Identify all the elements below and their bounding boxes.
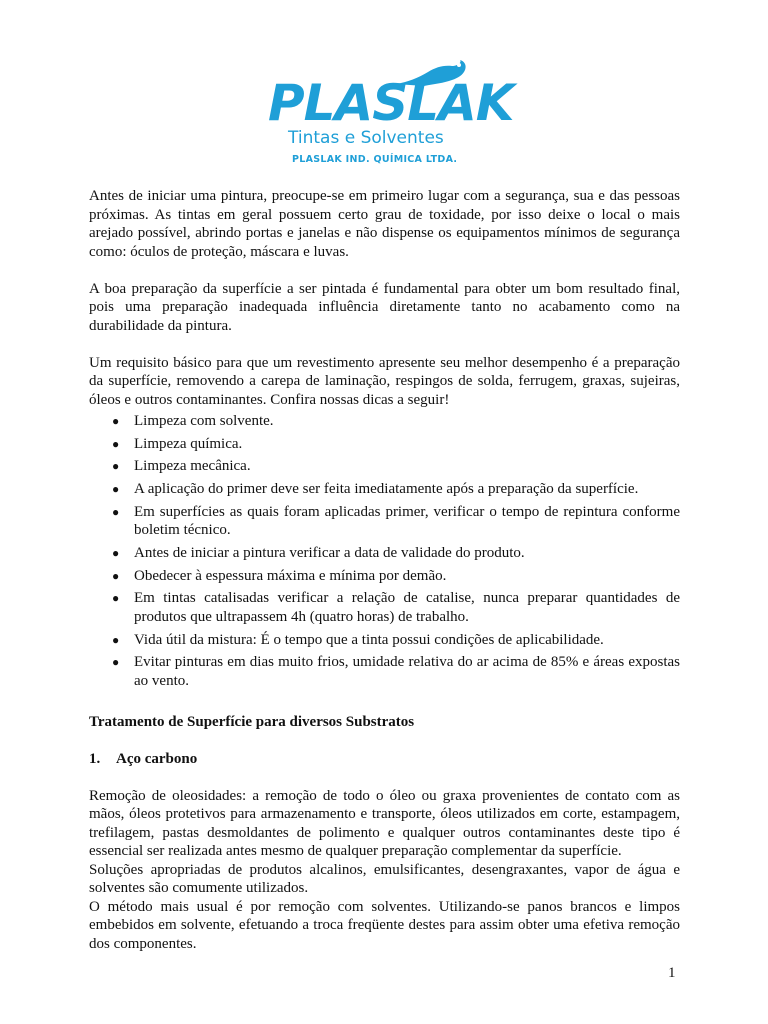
bullet-icon: ● — [112, 568, 120, 583]
list-item: ● Limpeza química. — [112, 435, 243, 452]
list-item: ● Antes de iniciar a pintura verificar a data de validade do produto. — [112, 544, 525, 561]
paragraph-oil-removal: Remoção de oleosidades: a remoção de todo o óleo ou graxa provenientes de contato com as mãos, óleos protetivos para armazenamento e transporte, óleos utilizados em corte, estampagem, trefilagem, pastas desmoldantes de polimento e qualquer outros contaminantes deste tipo é essencial ser realizada antes mesmo de qualquer preparação complementar da superfície. — [89, 787, 680, 860]
paragraph-safety: Antes de iniciar uma pintura, preocupe-se em primeiro lugar com a segurança, sua e das pessoas próximas. As tintas em geral possuem certo grau de toxidade, por isso deixe o local o mais arejado possível, abrindo portas e janelas e não dispense os equipamentos mínimos de segurança como: óculos de proteção, máscara e luvas. — [89, 188, 680, 260]
subsection-number: 1. — [89, 750, 101, 767]
subsection-title: Aço carbono — [116, 750, 198, 767]
list-item: ● Limpeza com solvente. — [112, 413, 274, 429]
subsection-heading — [89, 750, 680, 769]
logo-tagline: Tintas e Solventes — [288, 128, 444, 148]
bullet-icon: ● — [112, 459, 120, 474]
bullet-icon: ● — [112, 591, 120, 606]
bullet-icon: ● — [112, 504, 120, 519]
bullet-icon: ● — [112, 414, 120, 428]
section-heading: Tratamento de Superfície para diversos Substratos — [89, 713, 415, 730]
list-item: ● Limpeza mecânica. — [112, 458, 251, 475]
bullet-icon: ● — [112, 436, 120, 451]
paragraph-requirement: Um requisito básico para que um revestimento apresente seu melhor desempenho é a preparação da superfície, removendo a carepa de laminação, respingos de solda, ferrugem, graxas, sujeiras, óleos e outros contaminantes. Confira nossas dicas a seguir! — [89, 354, 680, 408]
plaslak-logo — [268, 56, 514, 166]
page-number: 1 — [668, 965, 676, 981]
bullet-icon: ● — [112, 545, 120, 560]
paragraph-solvent-method: O método mais usual é por remoção com solventes. Utilizando-se panos brancos e limpos embebidos em solvente, efetuando a troca freqüente destes para assim obter uma efetiva remoção dos componentes. — [89, 898, 680, 952]
document-body — [89, 187, 680, 953]
paragraph-preparation: A boa preparação da superfície a ser pintada é fundamental para obter um bom resultado final, pois uma preparação inadequada influência diretamente tanto no acabamento como na durabilidade da pintura. — [89, 280, 680, 334]
list-item: ● Evitar pinturas em dias muito frios, umidade relativa do ar acima de 85% e áreas expostas ao vento. — [112, 654, 680, 689]
list-item: ● Vida útil da mistura: É o tempo que a tinta possui condições de aplicabilidade. — [112, 631, 604, 648]
logo-brand: PLASLAK — [268, 74, 514, 132]
list-item: ● Obedecer à espessura máxima e mínima por demão. — [112, 567, 447, 584]
list-item: ● Em tintas catalisadas verificar a relação de catalise, nunca preparar quantidades de produtos que ultrapassem 4h (quatro horas) de trabalho. — [112, 590, 680, 625]
paragraph-solutions: Soluções apropriadas de produtos alcalinos, emulsificantes, desengraxantes, vapor de água e solventes são comumente utilizados. — [89, 861, 680, 897]
bullet-icon: ● — [112, 632, 120, 647]
list-item: ● A aplicação do primer deve ser feita imediatamente após a preparação da superfície. — [112, 481, 639, 498]
bullet-icon: ● — [112, 655, 120, 670]
logo-company: PLASLAK IND. QUÍMICA LTDA. — [292, 154, 458, 165]
list-item: ● Em superfícies as quais foram aplicadas primer, verificar o tempo de repintura conforme boletim técnico. — [112, 503, 680, 539]
tips-list — [89, 412, 680, 690]
bullet-icon: ● — [112, 482, 120, 497]
